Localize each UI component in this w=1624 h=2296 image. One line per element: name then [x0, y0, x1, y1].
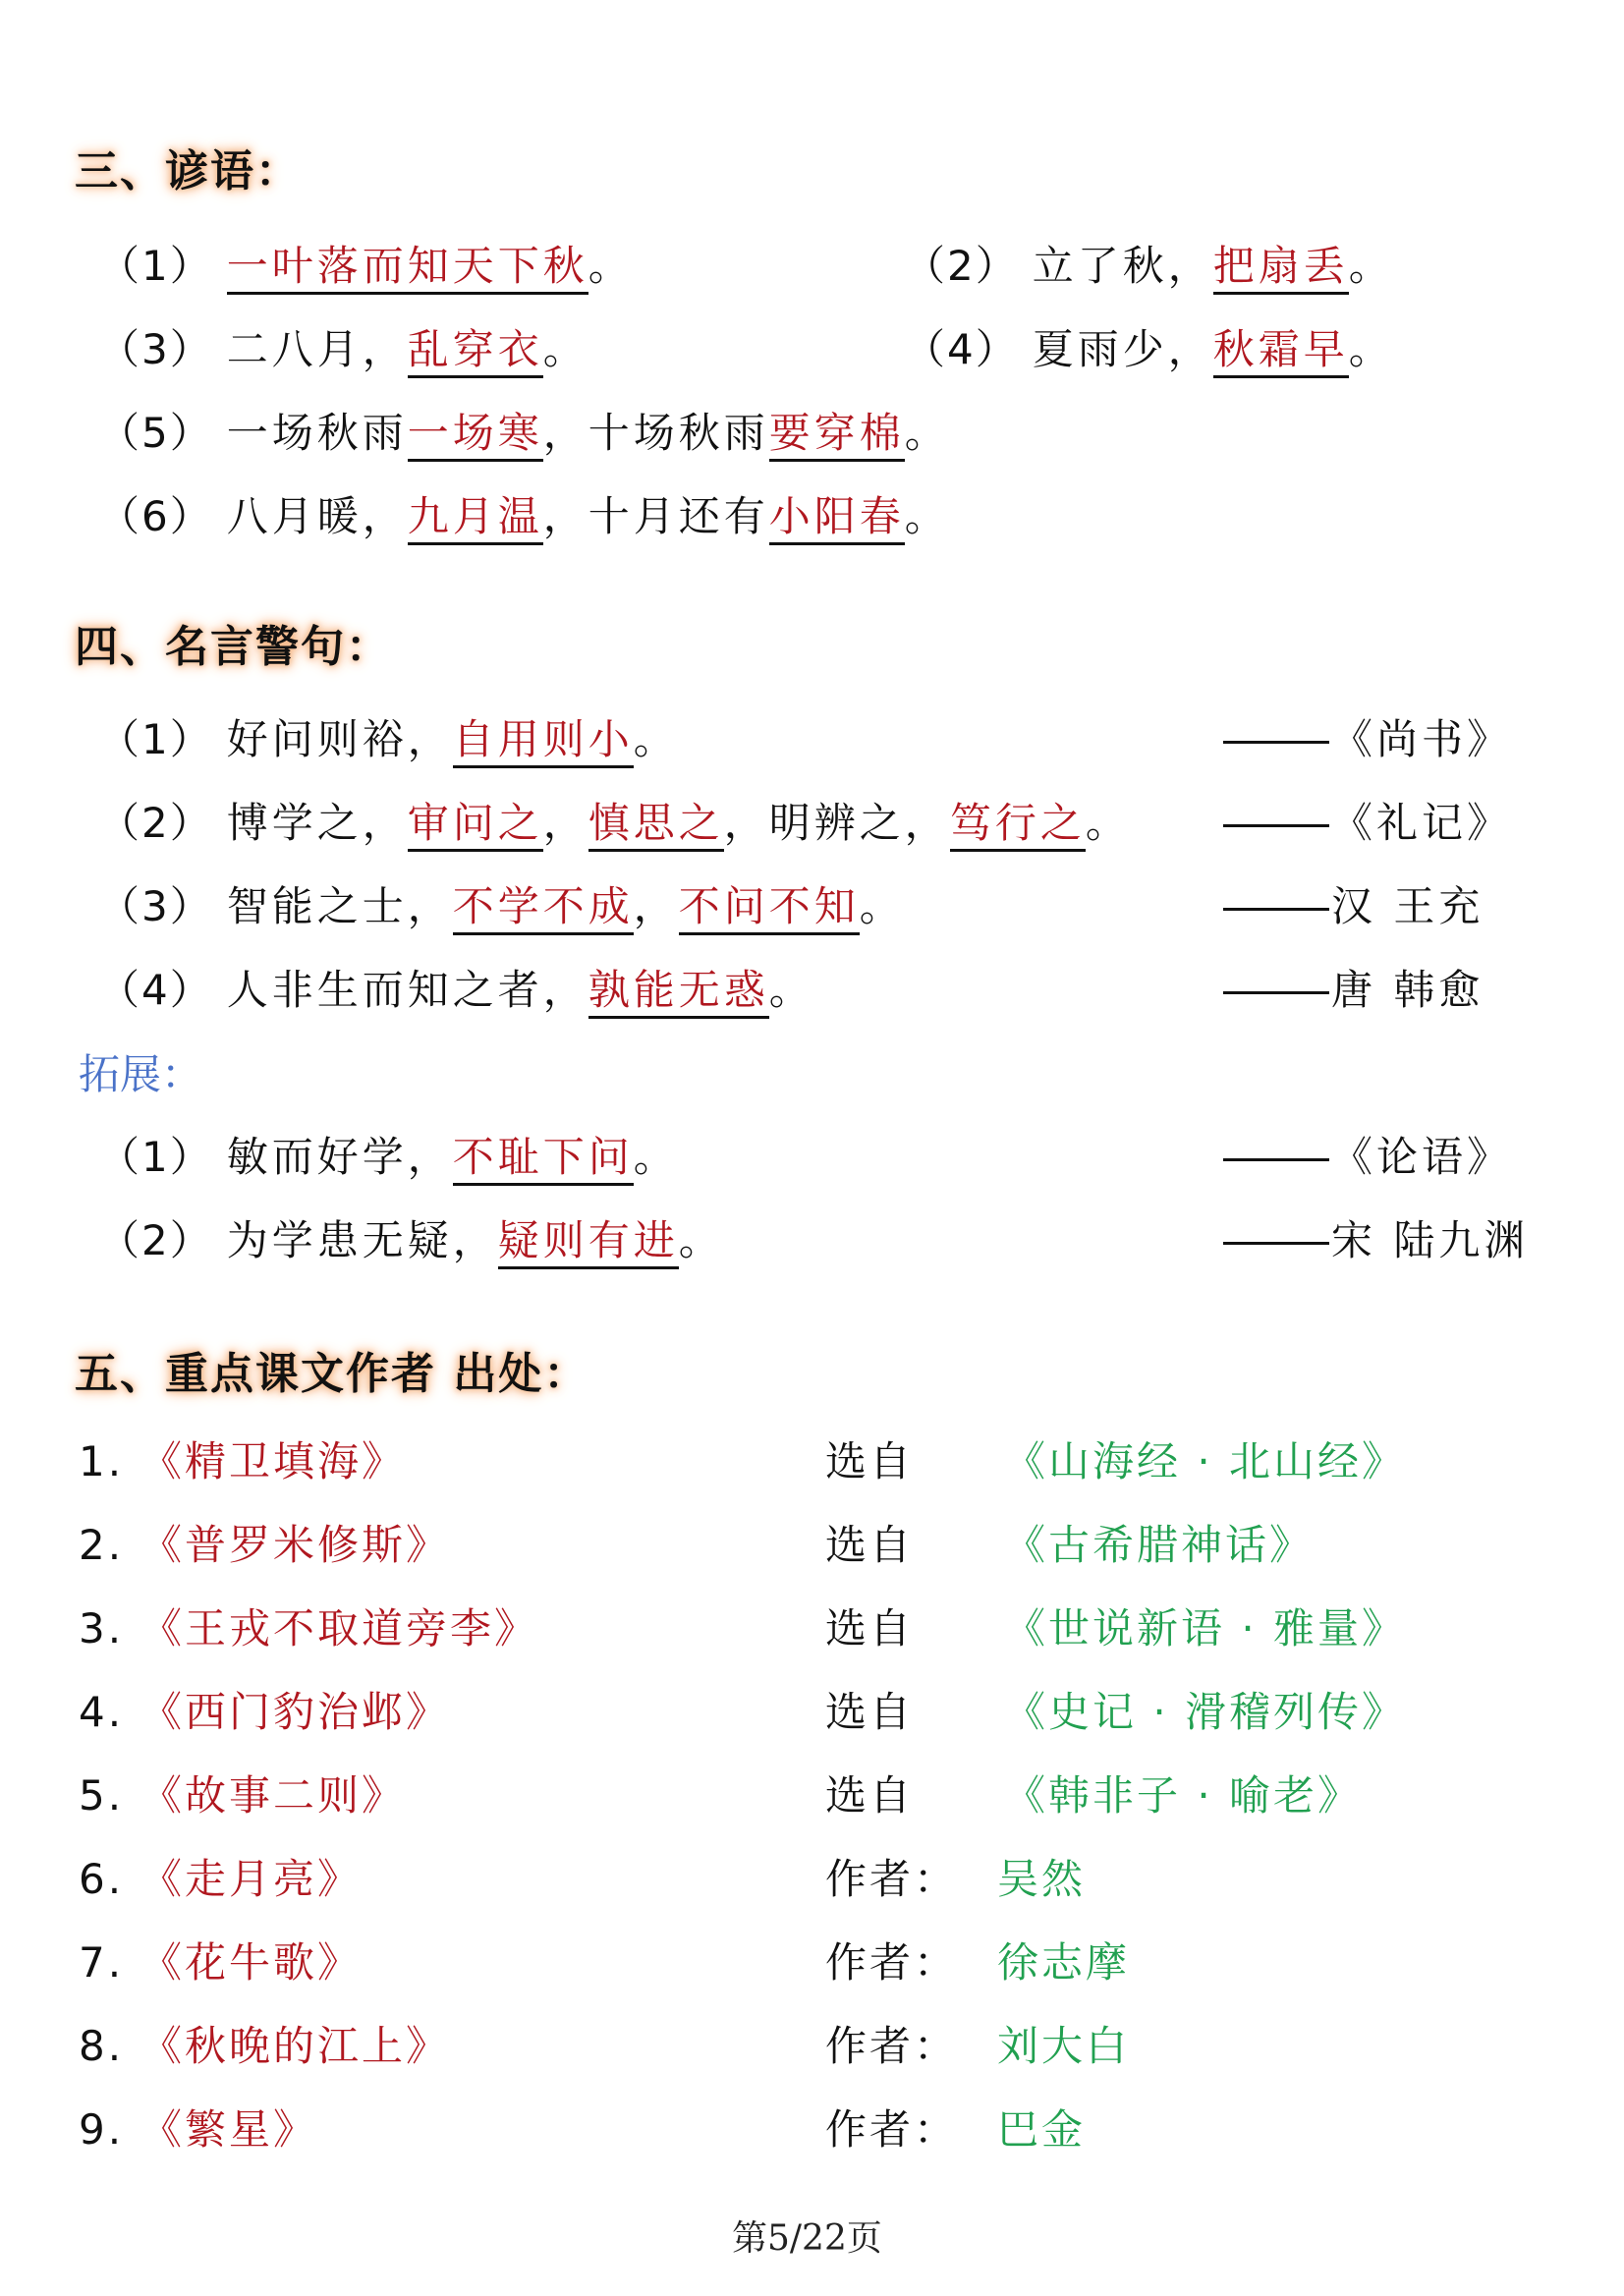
item-number: 8.	[79, 2022, 125, 2070]
source-value: 《韩非子 · 喻老》	[1004, 1771, 1363, 1820]
item-text: 立了秋，	[1032, 242, 1213, 290]
extension-item-2	[98, 1213, 724, 1268]
item-text: 八月暖，	[226, 492, 408, 540]
dash-rule	[1223, 991, 1329, 994]
item-text: 为学患无疑，	[226, 1216, 498, 1264]
answer-blank: 把扇丢	[1213, 242, 1349, 295]
answer-blank: 一叶落而知天下秋	[227, 242, 588, 295]
quote-item-2	[98, 796, 1131, 851]
answer-blank: 一场寒	[408, 409, 543, 462]
source-label: 选自	[825, 1688, 915, 1736]
extension-label: 拓展：	[79, 1050, 203, 1098]
source-text: 宋 陆九渊	[1331, 1216, 1530, 1264]
source-value: 《世说新语 · 雅量》	[1004, 1604, 1407, 1652]
item-number: 5.	[79, 1771, 125, 1820]
answer-blank: 九月温	[408, 492, 543, 545]
answer-blank: 要穿棉	[769, 409, 905, 462]
text-title: 《西门豹治邺》	[140, 1688, 451, 1736]
section-heading-texts: 五、重点课文作者 出处：	[75, 1349, 589, 1399]
item-text: ，明辨之，	[723, 799, 950, 847]
extension-source-2	[1223, 1213, 1529, 1268]
item-punct: 。	[1348, 325, 1394, 373]
dash-rule	[1223, 824, 1329, 827]
source-text: 《尚书》	[1331, 715, 1513, 763]
item-number: （2）	[98, 1216, 213, 1264]
item-number: 2.	[79, 1521, 125, 1569]
source-value: 《古希腊神话》	[1004, 1521, 1315, 1569]
source-label: 作者：	[825, 2022, 959, 2070]
item-text: ，	[633, 882, 679, 930]
source-label: 选自	[825, 1521, 915, 1569]
item-punct: 。	[633, 1133, 679, 1181]
item-text: ，十月还有	[542, 492, 769, 540]
source-value: 《山海经 · 北山经》	[1004, 1437, 1407, 1485]
item-number: （4）	[98, 966, 213, 1014]
quote-item-1	[98, 712, 679, 767]
item-number: 1.	[79, 1437, 125, 1485]
page-number: 第5/22页	[732, 2218, 882, 2259]
quote-source-4	[1223, 963, 1484, 1018]
dash-rule	[1223, 1242, 1329, 1245]
item-number: （3）	[98, 882, 213, 930]
proverb-item-5	[98, 406, 950, 461]
source-label: 作者：	[825, 1938, 959, 1987]
item-text: 博学之，	[226, 799, 408, 847]
text-title: 《精卫填海》	[140, 1437, 407, 1485]
item-text: 二八月，	[226, 325, 408, 373]
item-text: 智能之士，	[226, 882, 453, 930]
quote-source-2	[1223, 796, 1512, 851]
answer-blank: 不学不成	[453, 882, 634, 935]
item-number: 3.	[79, 1604, 125, 1652]
answer-blank: 乱穿衣	[408, 325, 543, 378]
item-number: （5）	[98, 409, 213, 457]
answer-blank: 不问不知	[679, 882, 860, 935]
text-title: 《普罗米修斯》	[140, 1521, 451, 1569]
answer-blank: 疑则有进	[498, 1216, 679, 1269]
text-title: 《花牛歌》	[140, 1938, 363, 1987]
text-title: 《走月亮》	[140, 1855, 363, 1903]
item-number: （2）	[98, 799, 213, 847]
section-heading-quotes: 四、名言警句：	[75, 622, 391, 672]
answer-blank: 自用则小	[453, 715, 634, 768]
extension-item-1	[98, 1130, 679, 1185]
text-title: 《故事二则》	[140, 1771, 407, 1820]
source-label: 选自	[825, 1604, 915, 1652]
dash-rule	[1223, 908, 1329, 911]
item-punct: 。	[904, 409, 950, 457]
section-heading-proverbs: 三、谚语：	[75, 146, 301, 196]
item-punct: 。	[678, 1216, 724, 1264]
quote-item-4	[98, 963, 814, 1018]
item-number: 7.	[79, 1938, 125, 1987]
answer-blank: 审问之	[408, 799, 543, 852]
source-text: 唐 韩愈	[1331, 966, 1484, 1014]
answer-blank: 不耻下问	[453, 1133, 634, 1186]
proverb-item-3	[98, 322, 588, 377]
item-text: ，	[542, 799, 588, 847]
answer-blank: 小阳春	[769, 492, 905, 545]
item-punct: 。	[1085, 799, 1131, 847]
item-punct: 。	[542, 325, 588, 373]
source-label: 选自	[825, 1771, 915, 1820]
answer-blank: 慎思之	[588, 799, 724, 852]
proverb-item-4	[904, 322, 1394, 377]
item-number: （4）	[904, 325, 1019, 373]
item-number: 9.	[79, 2105, 125, 2154]
item-number: 6.	[79, 1855, 125, 1903]
item-text: 好问则裕，	[226, 715, 453, 763]
item-punct: 。	[768, 966, 814, 1014]
quote-item-3	[98, 879, 905, 934]
proverb-item-1	[98, 239, 634, 294]
item-text: 人非生而知之者，	[226, 966, 588, 1014]
item-text: 一场秋雨	[226, 409, 408, 457]
source-label: 作者：	[825, 2105, 959, 2154]
answer-blank: 笃行之	[950, 799, 1086, 852]
quote-source-1	[1223, 712, 1512, 767]
text-title: 《秋晚的江上》	[140, 2022, 451, 2070]
extension-source-1	[1223, 1130, 1512, 1185]
source-value: 《史记 · 滑稽列传》	[1004, 1688, 1407, 1736]
item-text: ，十场秋雨	[542, 409, 769, 457]
source-text: 《礼记》	[1331, 799, 1513, 847]
item-punct: 。	[588, 242, 634, 290]
source-label: 选自	[825, 1437, 915, 1485]
text-title: 《王戎不取道旁李》	[140, 1604, 539, 1652]
source-value: 吴然	[997, 1855, 1087, 1903]
source-text: 《论语》	[1331, 1133, 1513, 1181]
proverb-item-2	[904, 239, 1394, 294]
item-punct: 。	[1348, 242, 1394, 290]
dash-rule	[1223, 1158, 1329, 1161]
item-number: （2）	[904, 242, 1019, 290]
proverb-item-6	[98, 489, 950, 544]
source-value: 巴金	[997, 2105, 1087, 2154]
source-value: 徐志摩	[997, 1938, 1131, 1987]
item-punct: 。	[633, 715, 679, 763]
source-value: 刘大白	[997, 2022, 1131, 2070]
item-number: （1）	[98, 1133, 213, 1181]
item-text: 夏雨少，	[1032, 325, 1213, 373]
answer-blank: 秋霜早	[1213, 325, 1349, 378]
item-punct: 。	[904, 492, 950, 540]
item-number: （3）	[98, 325, 213, 373]
dash-rule	[1223, 741, 1329, 744]
item-number: （1）	[98, 715, 213, 763]
quote-source-3	[1223, 879, 1484, 934]
item-number: 4.	[79, 1688, 125, 1736]
item-number: （6）	[98, 492, 213, 540]
item-text: 敏而好学，	[226, 1133, 453, 1181]
source-label: 作者：	[825, 1855, 959, 1903]
item-punct: 。	[859, 882, 905, 930]
answer-blank: 孰能无惑	[588, 966, 769, 1019]
item-number: （1）	[98, 242, 213, 290]
source-text: 汉 王充	[1331, 882, 1484, 930]
text-title: 《繁星》	[140, 2105, 318, 2154]
